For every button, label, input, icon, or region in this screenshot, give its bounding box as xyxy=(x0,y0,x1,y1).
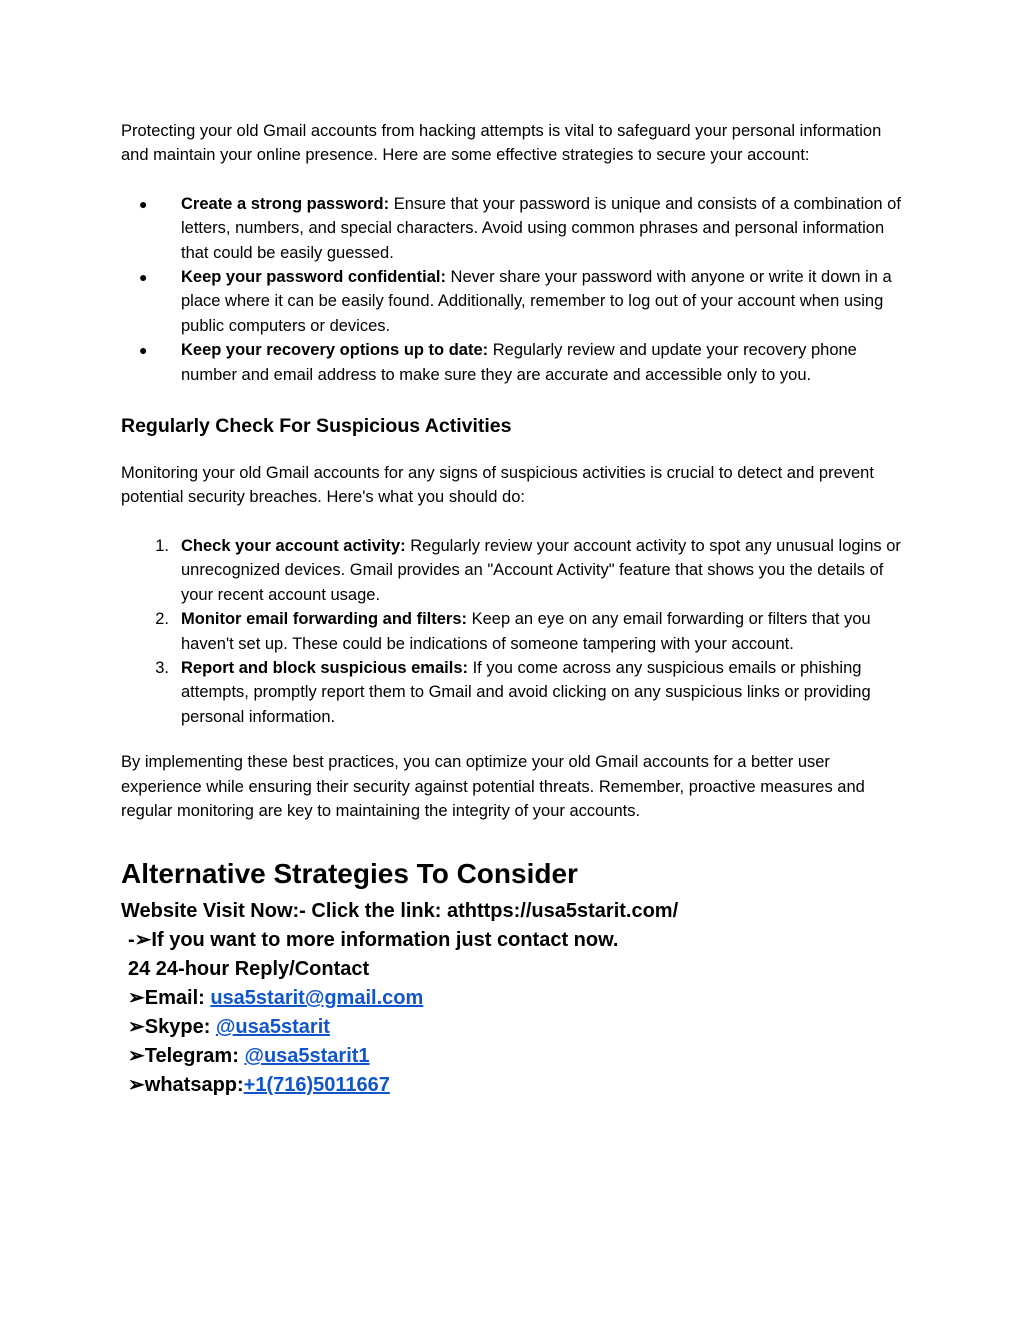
whatsapp-line xyxy=(121,1071,911,1100)
skype-link[interactable]: @usa5starit xyxy=(215,1016,330,1039)
arrow-icon: ➢ xyxy=(128,987,145,1010)
email-line xyxy=(121,984,911,1013)
list-item xyxy=(121,338,911,387)
list-item-title: Monitor email forwarding and filters: xyxy=(181,610,468,629)
list-item xyxy=(121,656,911,729)
bullet-icon: ● xyxy=(139,342,148,359)
skype-label: Skype: xyxy=(144,1016,216,1039)
list-item-title: Create a strong password: xyxy=(181,194,390,213)
list-item xyxy=(121,607,911,656)
list-item xyxy=(121,534,911,607)
list-number: 2. xyxy=(155,610,169,629)
email-label: Email: xyxy=(144,987,211,1010)
list-item-text: If you come across any suspicious emails or phishing attempts, promptly report them to Gmail and avoid clicking on any suspicious links or providing personal information. xyxy=(181,658,871,726)
section-paragraph: Monitoring your old Gmail accounts for any signs of suspicious activities is crucial to detect and prevent potential security breaches. Here's what you should do: xyxy=(121,464,874,507)
bullet-icon: ● xyxy=(139,195,148,212)
arrow-icon: ➢ xyxy=(128,1045,145,1068)
list-item-title: Check your account activity: xyxy=(181,536,406,555)
list-item xyxy=(121,192,911,265)
document-page xyxy=(121,119,911,1100)
list-item-text: Regularly review your account activity to spot any unusual logins or unrecognized devices. Gmail provides an "Account Activity" feature that shows you the details of your recent account usage. xyxy=(181,536,901,604)
list-item-text: Ensure that your password is unique and consists of a combination of letters, numbers, and special characters. Avoid using common phrases and personal information that could be easily guessed. xyxy=(181,194,901,262)
whatsapp-label: whatsapp: xyxy=(144,1074,244,1097)
list-item xyxy=(121,265,911,338)
section-heading: Regularly Check For Suspicious Activities xyxy=(121,415,512,438)
list-item-text: Never share your password with anyone or write it down in a place where it can be easily found. Additionally, remember to log out of your account when using public computers or devices. xyxy=(181,268,892,335)
email-link[interactable]: usa5starit@gmail.com xyxy=(210,987,424,1010)
arrow-icon: ➢ xyxy=(128,1016,145,1039)
list-item-text: Regularly review and update your recovery phone number and email address to make sure they are accurate and accessible only to you. xyxy=(181,341,857,384)
bullet-icon: ● xyxy=(139,269,148,286)
info-line: -➢If you want to more information just contact now. xyxy=(128,929,619,952)
monitoring-steps-list xyxy=(121,534,911,729)
list-item-title: Keep your recovery options up to date: xyxy=(181,341,489,360)
contact-block xyxy=(121,897,911,1100)
security-tips-list xyxy=(121,192,911,387)
skype-line xyxy=(121,1013,911,1042)
telegram-line xyxy=(121,1042,911,1071)
intro-paragraph: Protecting your old Gmail accounts from hacking attempts is vital to safeguard your personal information and maintain your online presence. Here are some effective strategies to secure your account: xyxy=(121,122,882,165)
list-item-title: Report and block suspicious emails: xyxy=(181,658,468,677)
list-number: 1. xyxy=(155,536,169,555)
whatsapp-link[interactable]: +1(716)5011667 xyxy=(243,1074,390,1097)
closing-paragraph: By implementing these best practices, you can optimize your old Gmail accounts for a better user experience while ensuring their security against potential threats. Remember, proactive measures and regular monitoring are key to maintaining the integrity of your accounts. xyxy=(121,753,865,820)
alt-strategies-heading: Alternative Strategies To Consider xyxy=(121,858,578,890)
list-number: 3. xyxy=(155,658,169,677)
reply-line: 24 24-hour Reply/Contact xyxy=(128,958,370,981)
telegram-link[interactable]: @usa5starit1 xyxy=(244,1045,370,1068)
arrow-icon: ➢ xyxy=(128,1074,145,1097)
list-item-title: Keep your password confidential: xyxy=(181,268,446,287)
list-item-text: Keep an eye on any email forwarding or filters that you haven't set up. These could be indications of someone tampering with your account. xyxy=(181,610,871,653)
telegram-label: Telegram: xyxy=(144,1045,245,1068)
website-line: Website Visit Now:- Click the link: athttps://usa5starit.com/ xyxy=(121,900,679,923)
